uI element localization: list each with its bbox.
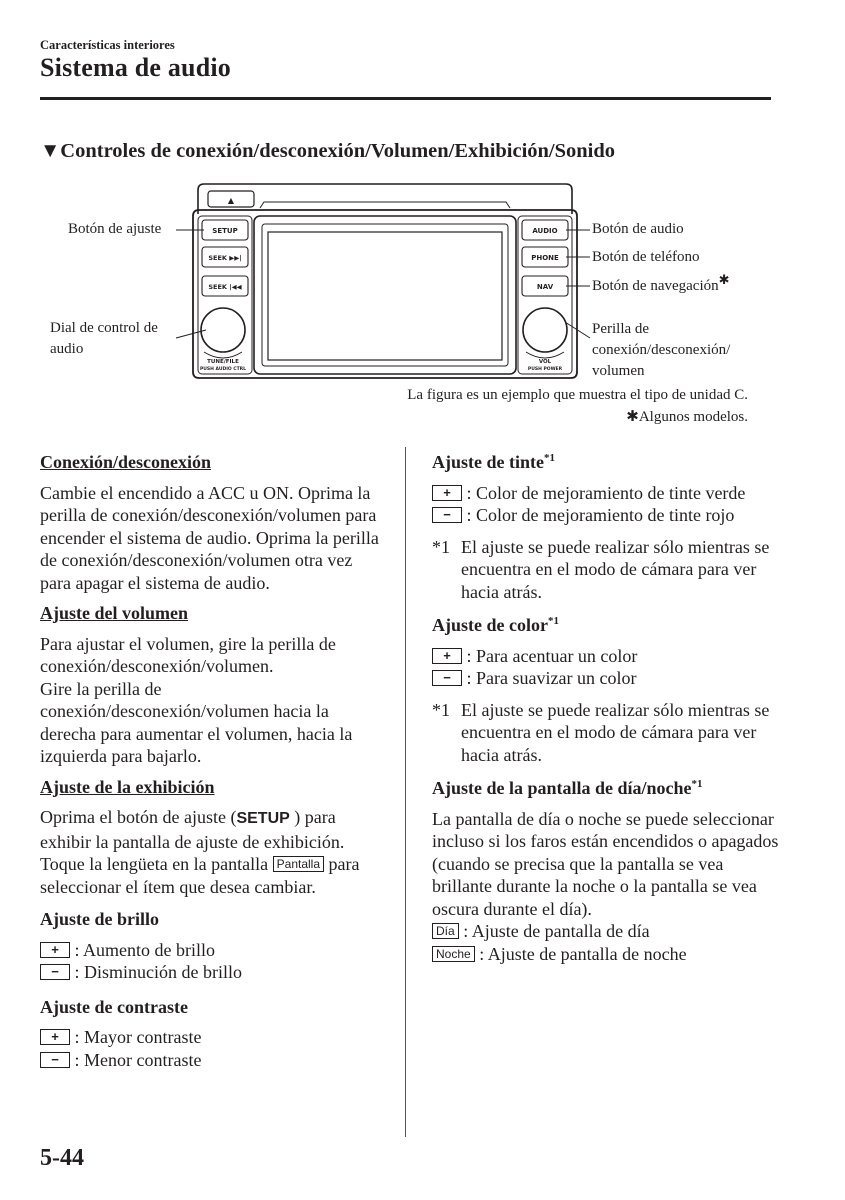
tint-note-text: El ajuste se puede realizar sólo mientras se encuentra en el modo de cámara para ver hacia atrás. xyxy=(461,536,770,602)
column-divider xyxy=(405,447,406,1137)
color-note-text: El ajuste se puede realizar sólo mientras se encuentra en el modo de cámara para ver hacia atrás. xyxy=(461,699,770,765)
right-column xyxy=(432,451,782,965)
plus-key: + xyxy=(432,485,462,501)
day-tab: Día xyxy=(432,923,459,939)
left-column xyxy=(40,451,385,1071)
color-plus-row xyxy=(432,645,782,668)
tune-file-label: TUNE/FILE xyxy=(207,359,239,365)
day-text: : Ajuste de pantalla de día xyxy=(463,921,650,941)
contrast-heading: Ajuste de contraste xyxy=(40,996,188,1017)
display-text-c: para seleccionar el ítem que desea cambiar. xyxy=(40,854,360,897)
callout-audio-dial-line1: Dial de control de xyxy=(50,320,158,336)
color-minus-row xyxy=(432,667,782,690)
brightness-minus-text: : Disminución de brillo xyxy=(74,962,242,982)
setup-button-label: SETUP xyxy=(212,227,238,235)
volume-text-1: Para ajustar el volumen, gire la perilla de conexión/desconexión/volumen. xyxy=(40,633,336,676)
contrast-plus-row xyxy=(40,1026,385,1049)
setup-button-glyph: SETUP xyxy=(236,810,290,827)
vol-label: VOL xyxy=(538,359,552,365)
page-title: Sistema de audio xyxy=(40,53,232,82)
display-heading: Ajuste de la exhibición xyxy=(40,776,215,797)
minus-key: − xyxy=(432,507,462,523)
brightness-minus-row xyxy=(40,961,385,984)
callout-audio-dial xyxy=(50,318,158,360)
callout-nav-button xyxy=(592,272,730,297)
color-heading-text: Ajuste de color xyxy=(432,615,548,635)
screen-tab: Pantalla xyxy=(273,856,324,872)
night-tab: Noche xyxy=(432,946,475,962)
night-row xyxy=(432,943,782,966)
phone-button-label: PHONE xyxy=(531,254,559,262)
contrast-minus-text: : Menor contraste xyxy=(74,1049,202,1070)
callout-power-knob xyxy=(592,319,730,382)
callout-power-knob-line3: volumen xyxy=(592,363,645,379)
tint-plus-row xyxy=(432,482,782,505)
callout-phone-button: Botón de teléfono xyxy=(592,249,700,265)
callout-power-knob-line1: Perilla de xyxy=(592,321,650,337)
tint-plus-text: : Color de mejoramiento de tinte verde xyxy=(466,482,746,503)
daynight-heading-text: Ajuste de la pantalla de día/noche xyxy=(432,778,692,798)
callout-nav-button-text: Botón de navegación xyxy=(592,278,719,294)
contrast-plus-text: : Mayor contraste xyxy=(74,1027,202,1047)
color-note xyxy=(432,699,782,767)
brightness-plus-text: : Aumento de brillo xyxy=(74,939,215,960)
callout-setup-button: Botón de ajuste xyxy=(68,221,162,237)
daynight-text: La pantalla de día o noche se puede seleccionar incluso si los faros están encendidos o apagados (cuando se precisa que la pantalla se vea brillante durante la noche o la pantalla se vea oscura durante el día). xyxy=(432,808,779,919)
tint-note xyxy=(432,536,782,604)
section-label: Características interiores xyxy=(40,38,175,52)
plus-key: + xyxy=(40,1029,70,1045)
plus-key: + xyxy=(40,942,70,958)
color-note-mark: *1 xyxy=(432,699,450,720)
eject-icon: ▲ xyxy=(227,196,235,205)
night-text: : Ajuste de pantalla de noche xyxy=(479,943,687,964)
page-number: 5-44 xyxy=(40,1145,84,1171)
display-text-b: ) para exhibir la pantalla de ajuste de exhibición. Toque la lengüeta en la pantalla xyxy=(40,807,345,874)
audio-ctrl-label: PUSH AUDIO CTRL xyxy=(199,367,247,372)
power-heading: Conexión/desconexión xyxy=(40,452,212,472)
color-minus-text: : Para suavizar un color xyxy=(466,668,637,688)
callout-power-knob-line2: conexión/desconexión/ xyxy=(592,342,731,358)
volume-text-2: Gire la perilla de conexión/desconexión/volumen hacia la derecha para aumentar el volumen, hacia la izquierda para bajarlo. xyxy=(40,678,353,766)
seek-forward-label: SEEK ▶▶| xyxy=(208,254,242,262)
minus-key: − xyxy=(432,670,462,686)
callout-audio-dial-line2: audio xyxy=(50,341,84,357)
callout-audio-button: Botón de audio xyxy=(592,221,684,237)
plus-key: + xyxy=(432,648,462,664)
color-footnote-ref: *1 xyxy=(547,615,559,627)
display-text xyxy=(40,806,385,898)
contrast-minus-row xyxy=(40,1049,385,1072)
some-models-mark: ✱ xyxy=(718,272,730,287)
daynight-footnote-ref: *1 xyxy=(691,778,703,790)
figure-footnote: ✱Algunos modelos. xyxy=(626,409,748,425)
seek-back-label: SEEK |◀◀ xyxy=(208,283,242,291)
day-row xyxy=(432,920,782,943)
brightness-plus-row xyxy=(40,939,385,962)
push-power-label: PUSH POWER xyxy=(527,367,563,372)
daynight-heading xyxy=(432,777,782,800)
tint-heading-text: Ajuste de tinte xyxy=(432,452,544,472)
color-plus-text: : Para acentuar un color xyxy=(466,645,638,666)
figure-caption: La figura es un ejemplo que muestra el tipo de unidad C. xyxy=(407,387,748,403)
tint-footnote-ref: *1 xyxy=(543,452,555,464)
minus-key: − xyxy=(40,1052,70,1068)
nav-button-label: NAV xyxy=(536,283,554,291)
tint-minus-text: : Color de mejoramiento de tinte rojo xyxy=(466,505,735,525)
audio-button-label: AUDIO xyxy=(532,227,558,235)
power-text: Cambie el encendido a ACC u ON. Oprima la perilla de conexión/desconexión/volumen para encender el sistema de audio. Oprima la perilla de conexión/desconexión/volumen otra vez para apagar el sistema de audio. xyxy=(40,482,379,593)
brightness-heading: Ajuste de brillo xyxy=(40,909,159,929)
display-text-a: Oprima el botón de ajuste ( xyxy=(40,807,237,827)
tint-heading xyxy=(432,451,782,474)
color-heading xyxy=(432,614,782,637)
tint-note-mark: *1 xyxy=(432,536,450,557)
subsection-title: ▼Controles de conexión/desconexión/Volumen/Exhibición/Sonido xyxy=(40,140,616,162)
volume-heading: Ajuste del volumen xyxy=(40,603,188,623)
minus-key: − xyxy=(40,964,70,980)
tint-minus-row xyxy=(432,504,782,527)
